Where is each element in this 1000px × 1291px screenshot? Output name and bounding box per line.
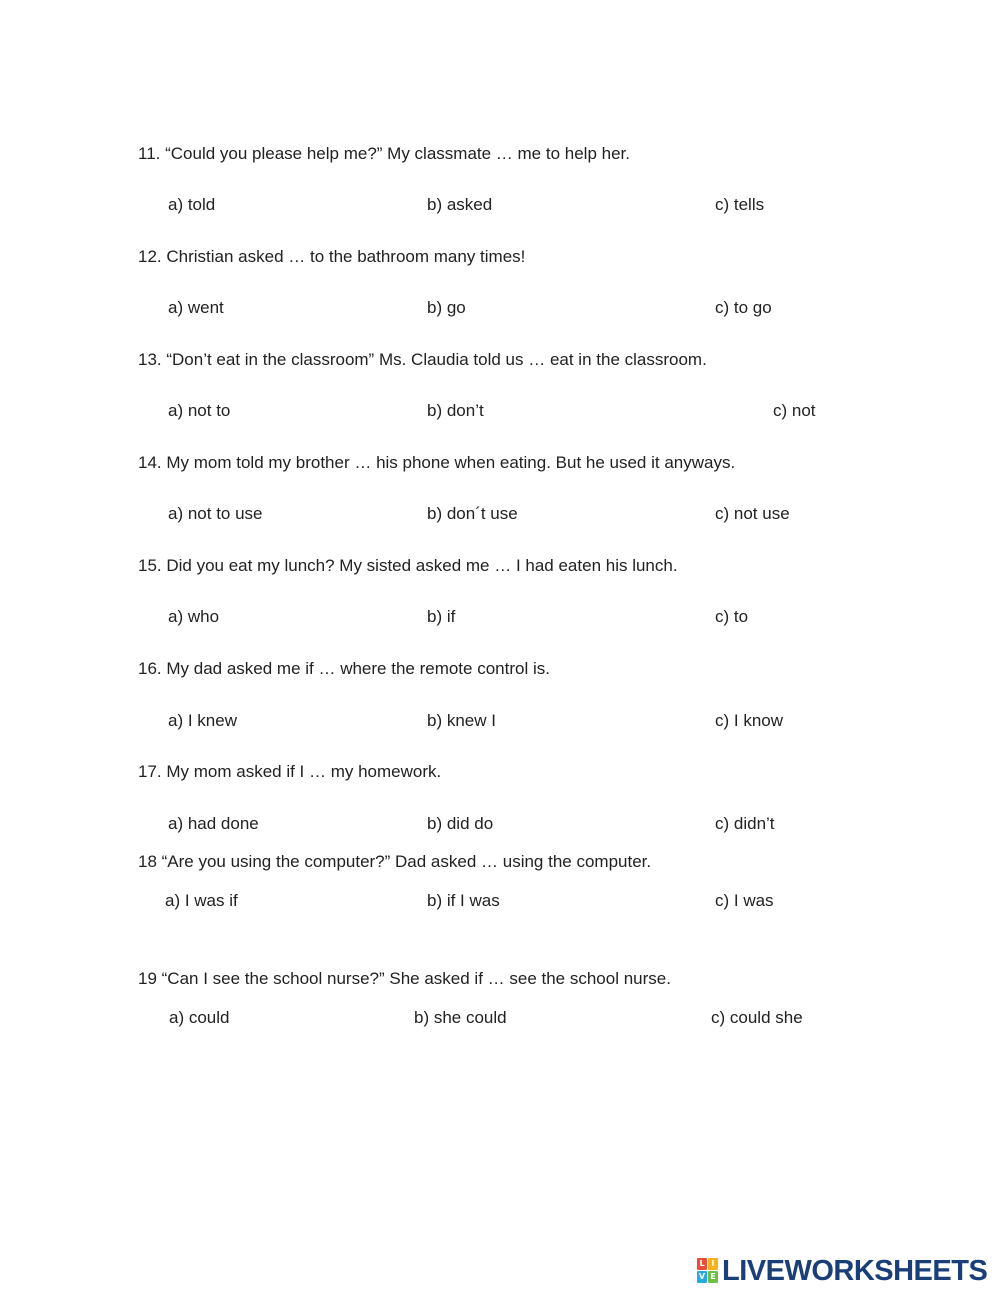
option-15-c: c) to (715, 607, 749, 626)
option-13-b: b) don’t (427, 401, 484, 420)
option-16-a: a) I knew (168, 711, 237, 730)
option-17-b: b) did do (427, 814, 494, 833)
option-11-b: b) asked (427, 195, 493, 214)
logo-cube-l: L (697, 1258, 707, 1270)
logo-cube-i: I (708, 1258, 718, 1270)
option-18-c: c) I was (715, 891, 774, 910)
option-15-b: b) if (427, 607, 456, 626)
logo-text: LIVEWORKSHEETS (722, 1255, 988, 1287)
option-13-c: c) not (773, 401, 816, 420)
question-12: 12. Christian asked … to the bathroom many times! (138, 247, 526, 266)
option-11-a: a) told (168, 195, 216, 214)
option-12-a: a) went (168, 298, 224, 317)
option-14-b: b) don´t use (427, 504, 518, 523)
question-15: 15. Did you eat my lunch? My sisted asked me … I had eaten his lunch. (138, 556, 678, 575)
question-16: 16. My dad asked me if … where the remote control is. (138, 659, 550, 678)
question-19: 19 “Can I see the school nurse?” She asked if … see the school nurse. (138, 969, 671, 988)
option-14-a: a) not to use (168, 504, 263, 523)
option-14-c: c) not use (715, 504, 790, 523)
liveworksheets-logo (697, 1256, 997, 1286)
question-14: 14. My mom told my brother … his phone when eating. But he used it anyways. (138, 453, 736, 472)
logo-cube-v: V (698, 1272, 706, 1281)
option-18-b: b) if I was (427, 891, 500, 910)
option-12-c: c) to go (715, 298, 772, 317)
question-17: 17. My mom asked if I … my homework. (138, 762, 442, 781)
option-18-a: a) I was if (165, 891, 238, 910)
option-12-b: b) go (427, 298, 466, 317)
option-17-c: c) didn’t (715, 814, 775, 833)
option-19-b: b) she could (414, 1008, 507, 1027)
option-19-c: c) could she (711, 1008, 803, 1027)
logo-cubes-icon (697, 1258, 719, 1284)
question-18: 18 “Are you using the computer?” Dad asked … using the computer. (138, 852, 652, 871)
option-11-c: c) tells (715, 195, 765, 214)
question-11: 11. “Could you please help me?” My classmate … me to help her. (138, 144, 630, 163)
option-13-a: a) not to (168, 401, 231, 420)
option-19-a: a) could (169, 1008, 230, 1027)
option-17-a: a) had done (168, 814, 259, 833)
logo-cube-e: E (708, 1271, 718, 1283)
option-15-a: a) who (168, 607, 220, 626)
option-16-b: b) knew I (427, 711, 496, 730)
option-16-c: c) I know (715, 711, 784, 730)
question-13: 13. “Don’t eat in the classroom” Ms. Claudia told us … eat in the classroom. (138, 350, 707, 369)
